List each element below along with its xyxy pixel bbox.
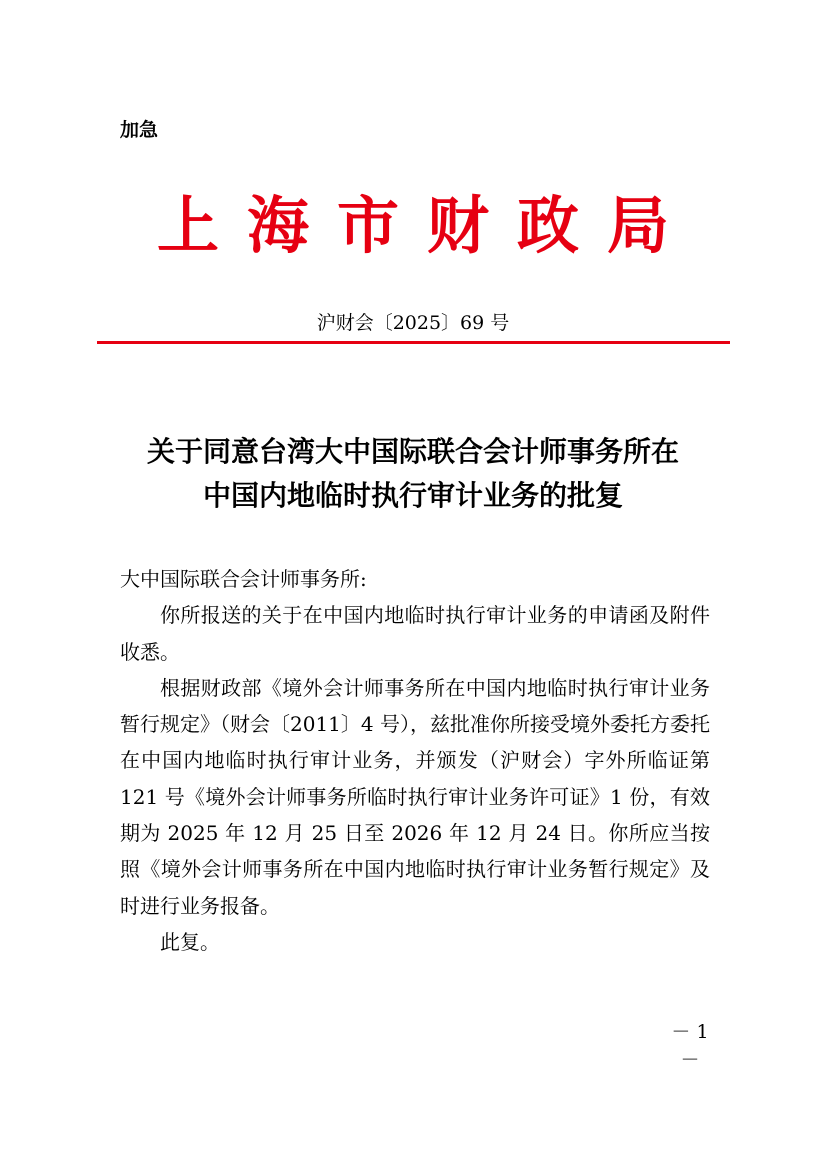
document-title-line-2: 中国内地临时执行审计业务的批复: [202, 479, 623, 512]
body-paragraph: 根据财政部《境外会计师事务所在中国内地临时执行审计业务暂行规定》（财会〔2011〕4 号），兹批准你所接受境外委托方委托在中国内地临时执行审计业务，并颁发（沪财会）字外所临证第 121 号《境外会计师事务所临时执行审计业务许可证》1 份，有效期为 2025 年 12 月 25 日至 2026 年 12 月 24 日。你所应当按照《境外会计师事务所在中国内地临时执行审计业务暂行规定》及时进行业务报备。: [120, 675, 710, 918]
closing-remark: 此复。: [160, 929, 220, 954]
document-body: [120, 561, 710, 960]
red-divider-line: [97, 341, 730, 344]
urgency-label: 加急: [120, 119, 159, 141]
document-title: [100, 430, 726, 518]
document-title-line-1: 关于同意台湾大中国际联合会计师事务所在: [146, 435, 679, 468]
addressee: 大中国际联合会计师事务所:: [120, 567, 367, 591]
page-number: － 1 －: [671, 1021, 709, 1071]
document-number: 沪财会〔2025〕69 号: [316, 312, 510, 334]
issuer-name: 上海市财政局: [156, 189, 697, 262]
body-paragraph: 你所报送的关于在中国内地临时执行审计业务的申请函及附件收悉。: [120, 603, 710, 664]
